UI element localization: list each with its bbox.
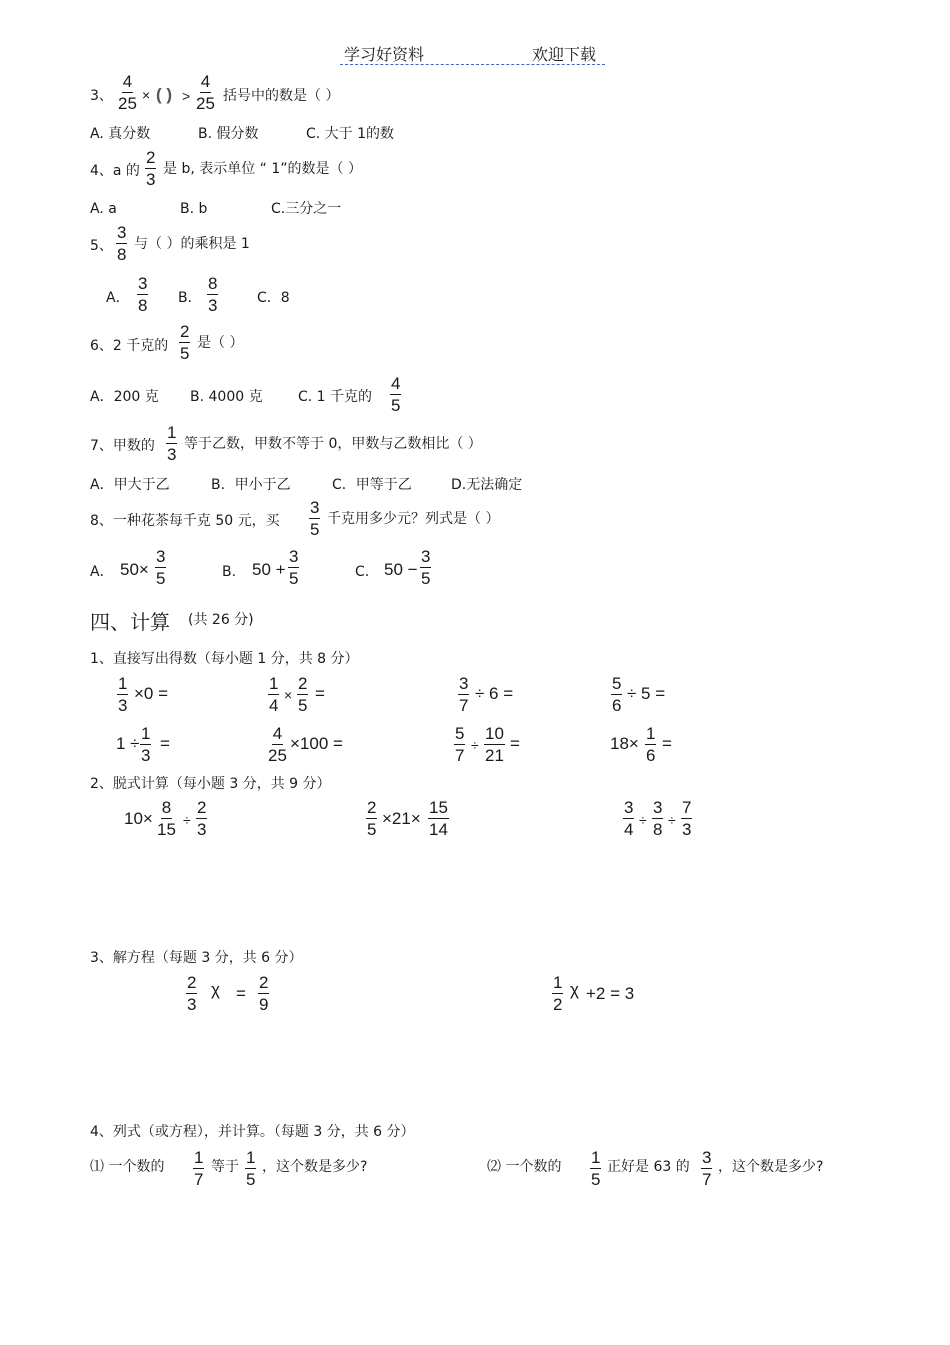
p1-e2-fraction-1: $\frac{1}{4}$ — [269, 674, 279, 715]
p2-e1-op: ÷ — [183, 812, 191, 828]
p1-e5-prefix: 1 ÷ — [116, 734, 140, 753]
q5-option-b-fraction: $\frac{8}{3}$ — [208, 274, 218, 315]
q7-option-a: A．甲大于乙 — [90, 477, 170, 493]
p4-q1-fraction-1: $\frac{1}{7}$ — [194, 1148, 204, 1189]
p1-e5-eq: = — [160, 734, 170, 753]
part1-title: 1、直接写出得数（每小题 1 分，共 8 分） — [90, 651, 359, 667]
p1-e7-op: ÷ — [471, 737, 479, 753]
p2-e2-fraction-1: $\frac{2}{5}$ — [367, 798, 377, 839]
section-title: 四、计算 — [90, 610, 170, 634]
p3-e2-fraction: $\frac{1}{2}$ — [553, 973, 563, 1014]
part3-title: 3、解方程（每题 3 分，共 6 分） — [90, 950, 303, 966]
q7-option-d: D.无法确定 — [451, 477, 523, 493]
p1-e1-rest: ×0 = — [134, 684, 169, 703]
q3-gt: > — [182, 88, 191, 104]
q6-text: 是（ ） — [197, 335, 244, 351]
q8-option-c: C. — [355, 564, 370, 580]
q8-option-b: B. — [222, 564, 237, 580]
p1-e7-eq: = — [510, 734, 520, 753]
q4-option-c: C.三分之一 — [271, 201, 342, 217]
q7-prefix: 7、甲数的 — [90, 438, 155, 454]
q3-fraction-2: $\frac{4}{25}$ — [196, 72, 215, 113]
p3-e1-x: χ — [211, 980, 220, 999]
p1-e4-rest: ÷ 5 = — [627, 684, 666, 703]
p3-e2-x: χ — [570, 980, 579, 999]
q3-option-b: B. 假分数 — [198, 126, 259, 142]
q4-text: 是 b, 表示单位 “ 1”的数是（ ） — [163, 161, 363, 177]
p2-e3-op-1: ÷ — [639, 812, 647, 828]
p2-e3-fraction-1: $\frac{3}{4}$ — [624, 798, 634, 839]
q3-option-a: A. 真分数 — [90, 126, 151, 142]
q8-option-b-expr: 50 + — [252, 560, 286, 579]
q4-fraction: $\frac{2}{3}$ — [146, 148, 156, 189]
q3-times: × — [142, 87, 151, 103]
q8-option-a-fraction: $\frac{3}{5}$ — [156, 547, 166, 588]
p2-e3-op-2: ÷ — [668, 812, 676, 828]
p1-e7-fraction-2: $\frac{10}{21}$ — [485, 724, 504, 765]
p4-q2-fraction-1: $\frac{1}{5}$ — [591, 1148, 601, 1189]
p1-e5-fraction: $\frac{1}{3}$ — [141, 724, 151, 765]
p2-e1-fraction-1: $\frac{8}{15}$ — [157, 798, 176, 839]
p1-e3-rest: ÷ 6 = — [475, 684, 514, 703]
p3-e1-eq: = — [236, 984, 246, 1003]
p2-e2-fraction-2: $\frac{15}{14}$ — [429, 798, 448, 839]
p1-e8-prefix: 18× — [610, 734, 639, 753]
q6-option-c-fraction: $\frac{4}{5}$ — [391, 374, 401, 415]
q5-fraction: $\frac{3}{8}$ — [117, 223, 127, 264]
p1-e7-fraction-1: $\frac{5}{7}$ — [455, 724, 465, 765]
p2-e1-fraction-2: $\frac{2}{3}$ — [197, 798, 207, 839]
p2-e1-prefix: 10× — [124, 809, 153, 828]
q8-prefix: 8、一种花茶每千克 50 元，买 — [90, 513, 280, 529]
q5-option-c: C．8 — [257, 290, 290, 306]
p3-e1-fraction-1: $\frac{2}{3}$ — [187, 973, 197, 1014]
q8-text: 千克用多少元？列式是（ ） — [327, 511, 500, 527]
p3-e2-rest: +2 = 3 — [586, 984, 635, 1003]
p4-q1-prefix: ⑴ 一个数的 — [90, 1159, 165, 1175]
q3-option-c: C. 大于 1的数 — [306, 126, 395, 142]
q5-option-b: B. — [178, 290, 193, 306]
p1-e2-fraction-2: $\frac{2}{5}$ — [298, 674, 308, 715]
q8-option-a: A． — [90, 564, 114, 580]
page-header — [340, 42, 605, 65]
p4-q2-prefix: ⑵ 一个数的 — [487, 1159, 562, 1175]
p1-e4-fraction: $\frac{5}{6}$ — [612, 674, 622, 715]
part4-title: 4、列式（或方程），并计算。（每题 3 分，共 6 分） — [90, 1124, 415, 1140]
p2-e2-mid: ×21× — [382, 809, 421, 828]
p1-e2-eq: = — [315, 684, 325, 703]
q4-prefix: 4、a 的 — [90, 163, 140, 179]
q6-option-b: B. 4000 克 — [190, 389, 263, 405]
p1-e8-fraction: $\frac{1}{6}$ — [646, 724, 656, 765]
q7-fraction: $\frac{1}{3}$ — [167, 423, 177, 464]
q8-option-c-expr: 50 − — [384, 560, 418, 579]
header-left: 学习好资料 — [344, 45, 425, 64]
p1-e6-fraction: $\frac{4}{25}$ — [268, 724, 287, 765]
q6-option-a: A．200 克 — [90, 389, 159, 405]
p1-e6-rest: ×100 = — [290, 734, 343, 753]
q4-option-b: B. b — [180, 201, 208, 217]
p1-e3-fraction: $\frac{3}{7}$ — [459, 674, 469, 715]
part2-title: 2、脱式计算（每小题 3 分，共 9 分） — [90, 776, 331, 792]
p4-q2-post: ，这个数是多少? — [718, 1159, 824, 1175]
header-right: 欢迎下载 — [532, 45, 597, 64]
section-score: (共 26 分) — [188, 612, 254, 628]
q6-prefix: 6、2 千克的 — [90, 338, 169, 354]
q3-text: 括号中的数是（ ） — [223, 88, 340, 104]
q5-option-a: A． — [106, 290, 130, 306]
q7-option-b: B．甲小于乙 — [211, 477, 291, 493]
q3-fraction-1: $\frac{4}{25}$ — [118, 72, 137, 113]
q8-option-b-fraction: $\frac{3}{5}$ — [289, 547, 299, 588]
q8-option-a-expr: 50× — [120, 560, 149, 579]
q7-option-c: C．甲等于乙 — [332, 477, 412, 493]
q8-fraction: $\frac{3}{5}$ — [310, 498, 320, 539]
q6-option-c: C. 1 千克的 — [298, 389, 373, 405]
p4-q1-mid: 等于 — [211, 1159, 239, 1175]
p2-e3-fraction-3: $\frac{7}{3}$ — [682, 798, 692, 839]
p4-q2-mid: 正好是 63 的 — [607, 1159, 690, 1175]
p1-e2-op: × — [284, 687, 293, 703]
p2-e3-fraction-2: $\frac{3}{8}$ — [653, 798, 663, 839]
q8-option-c-fraction: $\frac{3}{5}$ — [421, 547, 431, 588]
q5-text: 与（ ）的乘积是 1 — [134, 236, 250, 252]
p1-e8-eq: = — [662, 734, 672, 753]
p4-q1-fraction-2: $\frac{1}{5}$ — [246, 1148, 256, 1189]
q3-number: 3、 — [90, 88, 113, 104]
p4-q1-post: ，这个数是多少? — [262, 1159, 368, 1175]
q6-fraction: $\frac{2}{5}$ — [180, 322, 190, 363]
q4-option-a: A. a — [90, 201, 117, 217]
q5-option-a-fraction: $\frac{3}{8}$ — [138, 274, 148, 315]
p3-e1-fraction-2: $\frac{2}{9}$ — [259, 973, 269, 1014]
q7-text: 等于乙数，甲数不等于 0，甲数与乙数相比（ ） — [184, 436, 482, 452]
q5-number: 5、 — [90, 238, 113, 254]
q3-paren: ( ) — [156, 85, 173, 104]
p1-e1-fraction: $\frac{1}{3}$ — [118, 674, 128, 715]
p4-q2-fraction-2: $\frac{3}{7}$ — [702, 1148, 712, 1189]
